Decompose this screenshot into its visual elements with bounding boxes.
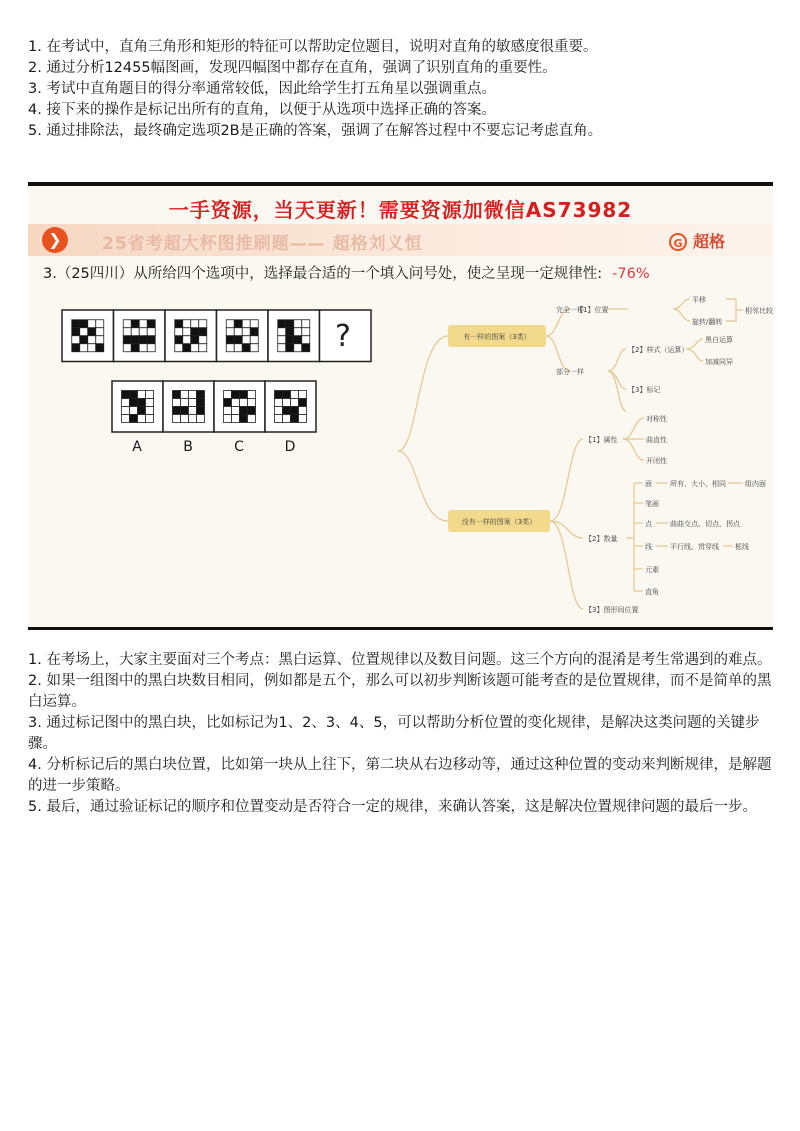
mindmap-b1-bw: 黑白运算 bbox=[705, 336, 733, 344]
puzzle-cell bbox=[234, 344, 242, 352]
puzzle-cell bbox=[294, 328, 302, 336]
puzzle-cell bbox=[250, 344, 258, 352]
puzzle-cell bbox=[175, 344, 183, 352]
puzzle-cell bbox=[191, 328, 199, 336]
mindmap-b2-face: 面 bbox=[645, 480, 652, 488]
puzzle-cell bbox=[130, 391, 138, 399]
top-note-4: 4. 接下来的操作是标记出所有的直角，以便于从选项中选择正确的答案。 bbox=[28, 102, 496, 118]
puzzle-cell bbox=[130, 399, 138, 407]
puzzle-cell bbox=[173, 407, 181, 415]
puzzle-cell bbox=[123, 336, 131, 344]
puzzle-cell bbox=[191, 344, 199, 352]
mindmap-b2-symmetry: 对称性 bbox=[646, 415, 667, 423]
puzzle-cell bbox=[275, 391, 283, 399]
puzzle-cell bbox=[181, 391, 189, 399]
puzzle-cell bbox=[189, 399, 197, 407]
mindmap-b1-compare: 相邻比较 bbox=[745, 307, 773, 315]
puzzle-cell bbox=[275, 415, 283, 423]
puzzle-cell bbox=[181, 407, 189, 415]
puzzle-cell bbox=[234, 336, 242, 344]
puzzle-cell bbox=[286, 336, 294, 344]
puzzle-cell bbox=[250, 320, 258, 328]
top-note-1: 1. 在考试中，直角三角形和矩形的特征可以帮助定位题目，说明对直角的敏感度很重要。 bbox=[28, 39, 598, 55]
puzzle-cell bbox=[183, 336, 191, 344]
puzzle-cell bbox=[291, 407, 299, 415]
puzzle-cell bbox=[138, 415, 146, 423]
mindmap-branch2: 没有一样的图案（3类） bbox=[461, 518, 537, 526]
puzzle-cell bbox=[224, 399, 232, 407]
puzzle-cell bbox=[175, 336, 183, 344]
puzzle-cell bbox=[248, 391, 256, 399]
puzzle-cell bbox=[191, 320, 199, 328]
question-row bbox=[62, 310, 371, 362]
puzzle-cell bbox=[197, 407, 205, 415]
lecture-slide bbox=[28, 182, 773, 630]
puzzle-cell bbox=[173, 415, 181, 423]
puzzle-cell bbox=[250, 336, 258, 344]
mindmap-b1-rotate: 旋转/翻转 bbox=[692, 318, 723, 326]
puzzle-cell bbox=[147, 328, 155, 336]
puzzle-cell bbox=[175, 320, 183, 328]
mindmap-b2-count: 【2】数量 bbox=[585, 535, 618, 543]
puzzle-cell bbox=[183, 320, 191, 328]
question-text bbox=[43, 262, 650, 283]
puzzle-cell bbox=[248, 415, 256, 423]
puzzle-cell bbox=[197, 391, 205, 399]
puzzle-cell bbox=[299, 415, 307, 423]
puzzle-cell bbox=[278, 336, 286, 344]
mindmap-b2-face-tail: 组内面 bbox=[745, 480, 766, 488]
brand-name: 超格 bbox=[692, 232, 725, 251]
puzzle-cell bbox=[122, 399, 130, 407]
mindmap-b2-attr: 【1】属性 bbox=[585, 436, 618, 444]
puzzle-cell bbox=[232, 391, 240, 399]
puzzle-cell bbox=[72, 320, 80, 328]
puzzle-cell bbox=[242, 336, 250, 344]
puzzle-cell bbox=[226, 344, 234, 352]
puzzle-cell bbox=[191, 336, 199, 344]
puzzle-cell bbox=[131, 328, 139, 336]
puzzle-cell bbox=[138, 407, 146, 415]
bottom-note-4: 4. 分析标记后的黑白块位置，比如第一块从上往下，第二块从右边移动等，通过这种位置的变动来判断规律，是解题的进一步策略。 bbox=[28, 757, 772, 794]
puzzle-cell bbox=[226, 336, 234, 344]
puzzle-cell bbox=[173, 391, 181, 399]
bottom-note-3: 3. 通过标记图中的黑白块，比如标记为1、2、3、4、5，可以帮助分析位置的变化规律，是解决这类问题的关键步骤。 bbox=[28, 715, 760, 752]
puzzle-cell bbox=[146, 391, 154, 399]
mindmap-branch1: 有一样的图案（3类） bbox=[463, 333, 531, 341]
puzzle-cell bbox=[80, 336, 88, 344]
puzzle-cell bbox=[96, 336, 104, 344]
mindmap-b1-mark: 【3】标记 bbox=[628, 386, 661, 394]
promo-banner-text: 一手资源，当天更新！需要资源加微信AS73982 bbox=[168, 198, 633, 222]
puzzle-cell bbox=[88, 328, 96, 336]
puzzle-cell bbox=[146, 407, 154, 415]
puzzle-cell bbox=[122, 407, 130, 415]
puzzle-cell bbox=[283, 399, 291, 407]
puzzle-cell bbox=[199, 344, 207, 352]
puzzle-cell bbox=[147, 336, 155, 344]
puzzle-cell bbox=[183, 328, 191, 336]
puzzle-cell bbox=[80, 344, 88, 352]
puzzle-cell bbox=[278, 320, 286, 328]
mindmap-b2-point-detail: 曲曲交点、切点、拐点 bbox=[670, 520, 740, 528]
chevron-right-icon: ❯ bbox=[42, 227, 68, 253]
top-note-5: 5. 通过排除法，最终确定选项2B是正确的答案，强调了在解答过程中不要忘记考虑直角。 bbox=[28, 123, 603, 139]
puzzle-cell bbox=[173, 399, 181, 407]
puzzle-cell bbox=[302, 320, 310, 328]
puzzle-cell bbox=[122, 391, 130, 399]
puzzle-cell bbox=[240, 407, 248, 415]
bottom-note-2: 2. 如果一组图中的黑白块数目相同，例如都是五个，那么可以初步判断该题可能考查的是位置规律，而不是简单的黑白运算。 bbox=[28, 673, 772, 710]
puzzle-cell bbox=[139, 328, 147, 336]
puzzle-cell bbox=[302, 328, 310, 336]
puzzle-cell bbox=[302, 336, 310, 344]
puzzle-cell bbox=[224, 415, 232, 423]
puzzle-cell bbox=[199, 320, 207, 328]
puzzle-cell bbox=[278, 328, 286, 336]
puzzle-cell bbox=[181, 415, 189, 423]
puzzle-cell bbox=[199, 336, 207, 344]
puzzle-cell bbox=[248, 407, 256, 415]
mindmap-b2-point: 点 bbox=[645, 520, 652, 528]
question-stem: 3.（25四川）从所给四个选项中，选择最合适的一个填入问号处，使之呈现一定规律性: bbox=[43, 266, 603, 282]
puzzle-cell bbox=[232, 399, 240, 407]
puzzle-cell bbox=[283, 407, 291, 415]
mindmap-b2-line: 线 bbox=[645, 543, 652, 551]
puzzle-cell bbox=[96, 320, 104, 328]
puzzle-cell bbox=[240, 399, 248, 407]
option-label-d: D bbox=[284, 439, 296, 455]
bottom-note-5: 5. 最后，通过验证标记的顺序和位置变动是否符合一定的规律，来确认答案，这是解决位置规律问题的最后一步。 bbox=[28, 799, 757, 815]
puzzle-cell bbox=[234, 328, 242, 336]
puzzle-cell bbox=[88, 344, 96, 352]
puzzle-cell bbox=[283, 415, 291, 423]
puzzle-cell bbox=[232, 415, 240, 423]
puzzle-cell bbox=[147, 344, 155, 352]
puzzle-cell bbox=[242, 344, 250, 352]
option-label-b: B bbox=[183, 439, 193, 455]
options-row bbox=[112, 381, 316, 432]
mindmap-b2-spatial: 【3】图形间位置 bbox=[585, 606, 639, 614]
puzzle-cell bbox=[240, 391, 248, 399]
puzzle-cell bbox=[299, 407, 307, 415]
puzzle-cell bbox=[96, 344, 104, 352]
puzzle-cell bbox=[88, 320, 96, 328]
puzzle-cell bbox=[242, 328, 250, 336]
puzzle-cell bbox=[147, 320, 155, 328]
mindmap-b2-element: 元素 bbox=[645, 566, 659, 574]
puzzle-cell bbox=[175, 328, 183, 336]
puzzle-cell bbox=[294, 320, 302, 328]
mindmap-b1-translate: 平移 bbox=[692, 296, 706, 304]
mindmap-b1-partial: 部分一样 bbox=[556, 368, 584, 376]
puzzle-cell bbox=[131, 336, 139, 344]
puzzle-cell bbox=[96, 328, 104, 336]
puzzle-cell bbox=[189, 391, 197, 399]
puzzle-cell bbox=[146, 399, 154, 407]
puzzle-cell bbox=[224, 407, 232, 415]
puzzle-cell bbox=[283, 391, 291, 399]
puzzle-cell bbox=[123, 328, 131, 336]
puzzle-cell bbox=[286, 328, 294, 336]
puzzle-cell bbox=[80, 320, 88, 328]
mindmap-b1-style: 【2】样式（运算） bbox=[628, 346, 689, 354]
puzzle-cell bbox=[250, 328, 258, 336]
brand-logo bbox=[669, 229, 725, 252]
mindmap-b2-face-detail: 所有、大小、相同 bbox=[670, 480, 726, 488]
mindmap-b1-complete: 完全一样 bbox=[556, 306, 584, 314]
puzzle-cell bbox=[189, 415, 197, 423]
puzzle-cell bbox=[131, 320, 139, 328]
option-label-c: C bbox=[234, 439, 244, 455]
puzzle-cell bbox=[294, 344, 302, 352]
mindmap-b1-addsub: 加减同异 bbox=[705, 358, 733, 366]
mindmap-b2-rightangle: 直角 bbox=[645, 588, 659, 596]
bottom-notes-list bbox=[28, 650, 773, 818]
mind-map bbox=[398, 291, 773, 621]
puzzle-cell bbox=[226, 328, 234, 336]
puzzle-cell bbox=[234, 320, 242, 328]
puzzle-cell bbox=[183, 344, 191, 352]
puzzle-cell bbox=[240, 415, 248, 423]
puzzle-cell bbox=[197, 415, 205, 423]
puzzle-cell bbox=[299, 399, 307, 407]
puzzle-cell bbox=[199, 328, 207, 336]
puzzle-cell bbox=[248, 399, 256, 407]
puzzle-cell bbox=[224, 391, 232, 399]
option-label-a: A bbox=[132, 439, 142, 455]
mindmap-b2-stroke: 笔画 bbox=[645, 500, 659, 508]
puzzle-cell bbox=[302, 344, 310, 352]
question-mark: ? bbox=[335, 319, 351, 354]
puzzle-cell bbox=[80, 328, 88, 336]
puzzle-cell bbox=[275, 407, 283, 415]
course-banner bbox=[28, 224, 773, 256]
puzzle-cell bbox=[197, 399, 205, 407]
bottom-note-1: 1. 在考场上，大家主要面对三个考点：黑白运算、位置规律以及数目问题。这三个方向的混淆是考生常遇到的难点。 bbox=[28, 652, 772, 668]
puzzle-cell bbox=[123, 320, 131, 328]
accuracy-rate: -76% bbox=[612, 266, 650, 282]
puzzle-figure bbox=[60, 308, 370, 468]
puzzle-cell bbox=[226, 320, 234, 328]
puzzle-cell bbox=[286, 344, 294, 352]
mindmap-b2-line-tail: 框线 bbox=[735, 543, 749, 551]
puzzle-cell bbox=[131, 344, 139, 352]
puzzle-cell bbox=[291, 415, 299, 423]
mindmap-b2-line-detail: 平行线、贯穿线 bbox=[670, 543, 719, 551]
mindmap-b2-openclose: 开闭性 bbox=[646, 457, 667, 465]
puzzle-cell bbox=[139, 320, 147, 328]
puzzle-cell bbox=[291, 399, 299, 407]
top-note-2: 2. 通过分析12455幅图画，发现四幅图中都存在直角，强调了识别直角的重要性。 bbox=[28, 60, 557, 76]
puzzle-cell bbox=[123, 344, 131, 352]
puzzle-cell bbox=[242, 320, 250, 328]
puzzle-cell bbox=[275, 399, 283, 407]
puzzle-cell bbox=[139, 344, 147, 352]
puzzle-cell bbox=[146, 415, 154, 423]
puzzle-cell bbox=[130, 415, 138, 423]
puzzle-cell bbox=[139, 336, 147, 344]
mindmap-b1-position: 【1】位置 bbox=[576, 306, 609, 314]
puzzle-cell bbox=[72, 328, 80, 336]
puzzle-cell bbox=[72, 344, 80, 352]
top-note-3: 3. 考试中直角题目的得分率通常较低，因此给学生打五角星以强调重点。 bbox=[28, 81, 496, 97]
puzzle-cell bbox=[232, 407, 240, 415]
puzzle-cell bbox=[122, 415, 130, 423]
puzzle-cell bbox=[189, 407, 197, 415]
course-title: 25省考超大杯图推刷题—— 超格刘义恒 bbox=[102, 234, 423, 254]
puzzle-cell bbox=[291, 391, 299, 399]
puzzle-cell bbox=[278, 344, 286, 352]
puzzle-cell bbox=[138, 391, 146, 399]
puzzle-cell bbox=[72, 336, 80, 344]
puzzle-cell bbox=[181, 399, 189, 407]
puzzle-cell bbox=[294, 336, 302, 344]
puzzle-cell bbox=[286, 320, 294, 328]
top-notes-list bbox=[28, 37, 773, 142]
mindmap-b2-curve: 曲直性 bbox=[646, 436, 667, 444]
brand-icon: G bbox=[669, 233, 687, 251]
puzzle-cell bbox=[130, 407, 138, 415]
puzzle-cell bbox=[138, 399, 146, 407]
puzzle-cell bbox=[88, 336, 96, 344]
puzzle-cell bbox=[299, 391, 307, 399]
